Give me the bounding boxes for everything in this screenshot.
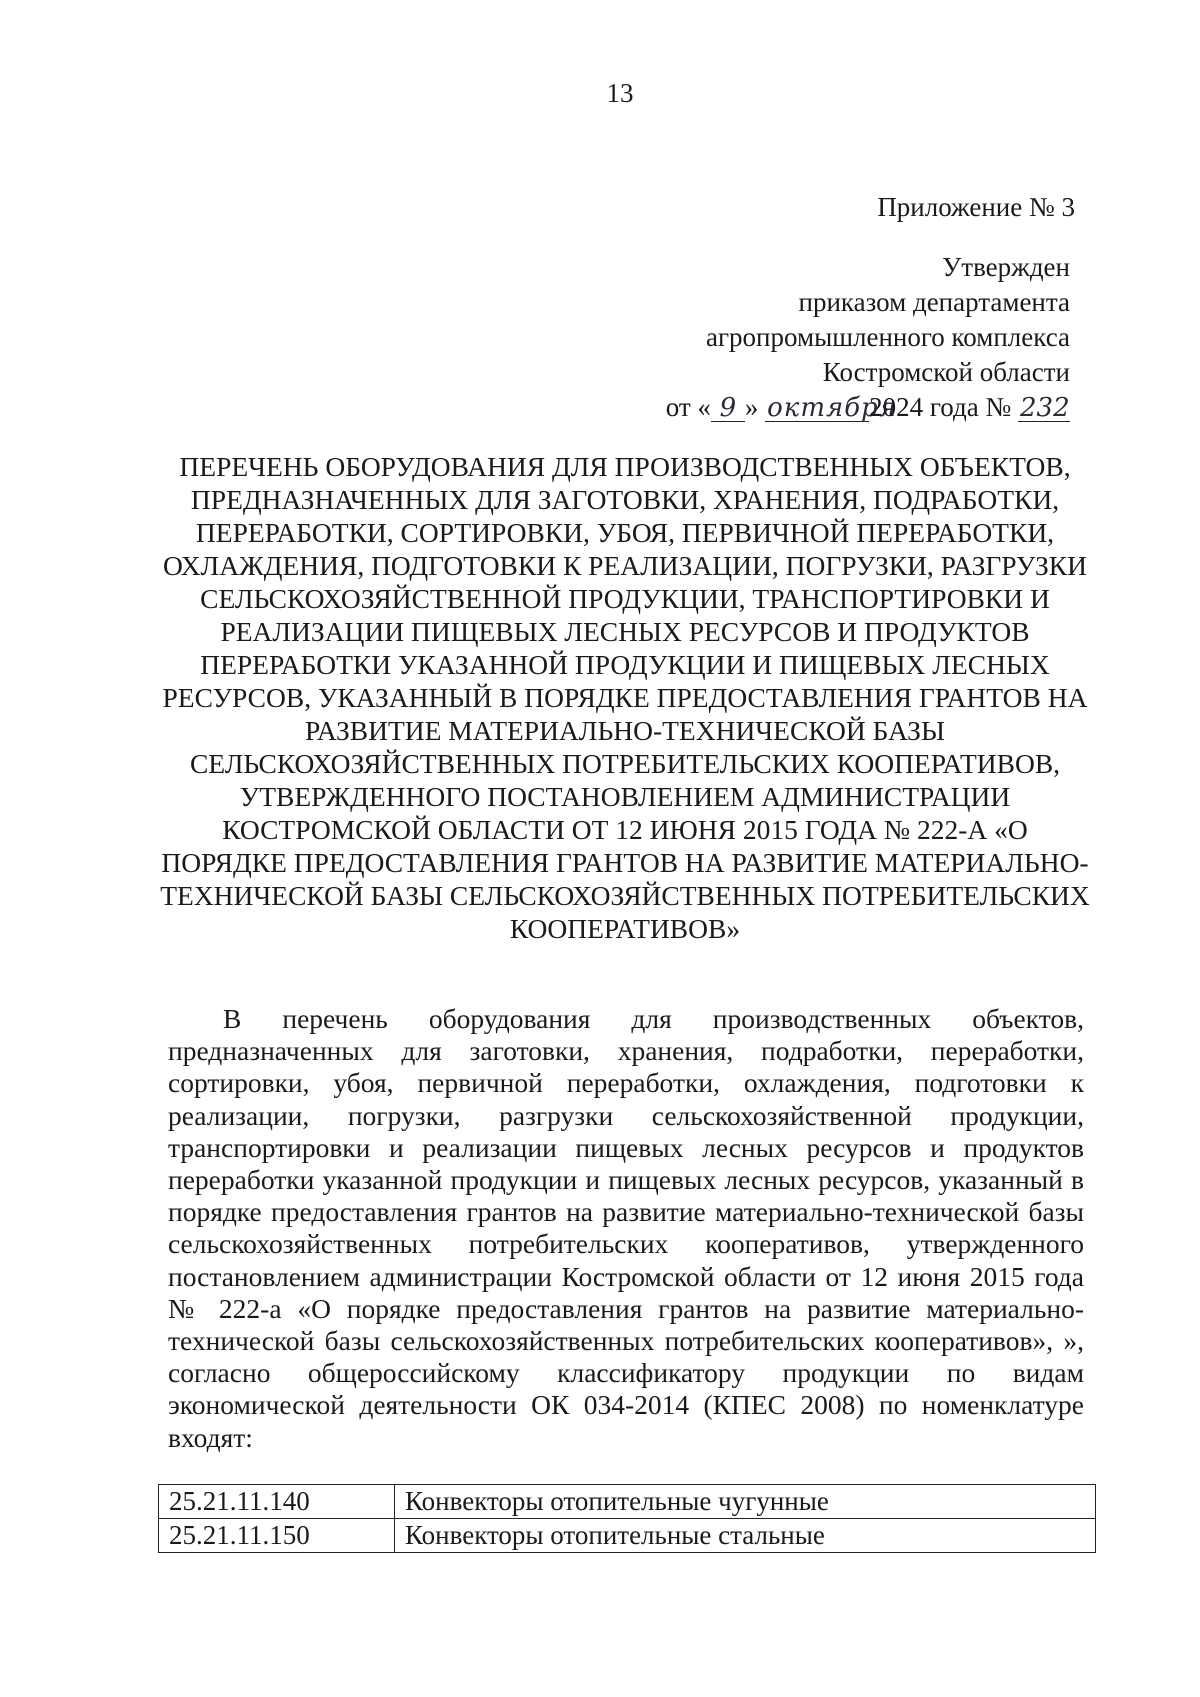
date-mid: » bbox=[744, 392, 759, 422]
handwritten-day: 9 bbox=[711, 395, 745, 422]
document-title: ПЕРЕЧЕНЬ ОБОРУДОВАНИЯ ДЛЯ ПРОИЗВОДСТВЕННЫХ ОБЪЕКТОВ, ПРЕДНАЗНАЧЕННЫХ ДЛЯ ЗАГОТОВКИ, ХРАНЕНИЯ, ПОДРАБОТКИ, ПЕРЕРАБОТКИ, СОРТИРОВКИ, УБОЯ, ПЕРВИЧНОЙ ПЕРЕРАБОТКИ, ОХЛАЖДЕНИЯ, ПОДГОТОВКИ К РЕАЛИЗАЦИИ, ПОГРУЗКИ, РАЗГРУЗКИ СЕЛЬСКОХОЗЯЙСТВЕННОЙ ПРОДУКЦИИ, ТРАНСПОРТИРОВКИ И РЕАЛИЗАЦИИ ПИЩЕВЫХ ЛЕСНЫХ РЕСУРСОВ И ПРОДУКТОВ ПЕРЕРАБОТКИ УКАЗАННОЙ ПРОДУКЦИИ И ПИЩЕВЫХ ЛЕСНЫХ РЕСУРСОВ, УКАЗАННЫЙ В ПОРЯДКЕ ПРЕДОСТАВЛЕНИЯ ГРАНТОВ НА РАЗВИТИЕ МАТЕРИАЛЬНО-ТЕХНИЧЕСКОЙ БАЗЫ СЕЛЬСКОХОЗЯЙСТВЕННЫХ ПОТРЕБИТЕЛЬСКИХ КООПЕРАТИВОВ, УТВЕРЖДЕННОГО ПОСТАНОВЛЕНИЕМ АДМИНИСТРАЦИИ КОСТРОМСКОЙ ОБЛАСТИ ОТ 12 ИЮНЯ 2015 ГОДА № 222-А «О ПОРЯДКЕ ПРЕДОСТАВЛЕНИЯ ГРАНТОВ НА РАЗВИТИЕ МАТЕРИАЛЬНО-ТЕХНИЧЕСКОЙ БАЗЫ СЕЛЬСКОХОЗЯЙСТВЕННЫХ ПОТРЕБИТЕЛЬСКИХ КООПЕРАТИВОВ» bbox=[160, 451, 1090, 944]
row-name: Конвекторы отопительные чугунные bbox=[395, 1485, 1096, 1519]
table-row bbox=[159, 1485, 1096, 1519]
date-year: 2024 года № bbox=[869, 392, 1012, 422]
table-row bbox=[159, 1519, 1096, 1553]
row-code: 25.21.11.140 bbox=[159, 1485, 395, 1519]
page-number: 13 bbox=[606, 78, 634, 108]
handwritten-month: октября bbox=[767, 393, 897, 423]
approval-line-3: агропромышленного комплекса bbox=[706, 322, 1070, 352]
approval-line-2: приказом департамента bbox=[798, 287, 1070, 317]
approval-block bbox=[666, 250, 1070, 425]
approval-line-1: Утвержден bbox=[942, 252, 1070, 282]
equipment-table bbox=[158, 1484, 1096, 1553]
date-prefix: от « bbox=[665, 392, 711, 422]
approval-line-4: Костромской области bbox=[822, 357, 1070, 387]
row-code: 25.21.11.150 bbox=[159, 1519, 395, 1553]
row-name: Конвекторы отопительные стальные bbox=[395, 1519, 1096, 1553]
appendix-label: Приложение № 3 bbox=[877, 192, 1075, 222]
approval-date-line bbox=[666, 390, 1070, 425]
handwritten-order-number: 232 bbox=[1020, 393, 1070, 423]
body-paragraph: В перечень оборудования для производственных объектов, предназначенных для заготовки, хранения, подработки, переработки, сортировки, убоя, первичной переработки, охлаждения, подготовки к реализации, погрузки, разгрузки сельскохозяйственной продукции, транспортировки и реализации пищевых лесных ресурсов и продуктов переработки указанной продукции и пищевых лесных ресурсов, указанный в порядке предоставления грантов на развитие материально-технической базы сельскохозяйственных потребительских кооперативов, утвержденного постановлением администрации Костромской области от 12 июня 2015 года № 222-а «О порядке предоставления грантов на развитие материально-технической базы сельскохозяйственных потребительских кооперативов», », согласно общероссийскому классификатору продукции по видам экономической деятельности ОК 034-2014 (КПЕС 2008) по номенклатуре входят: bbox=[168, 1003, 1084, 1453]
